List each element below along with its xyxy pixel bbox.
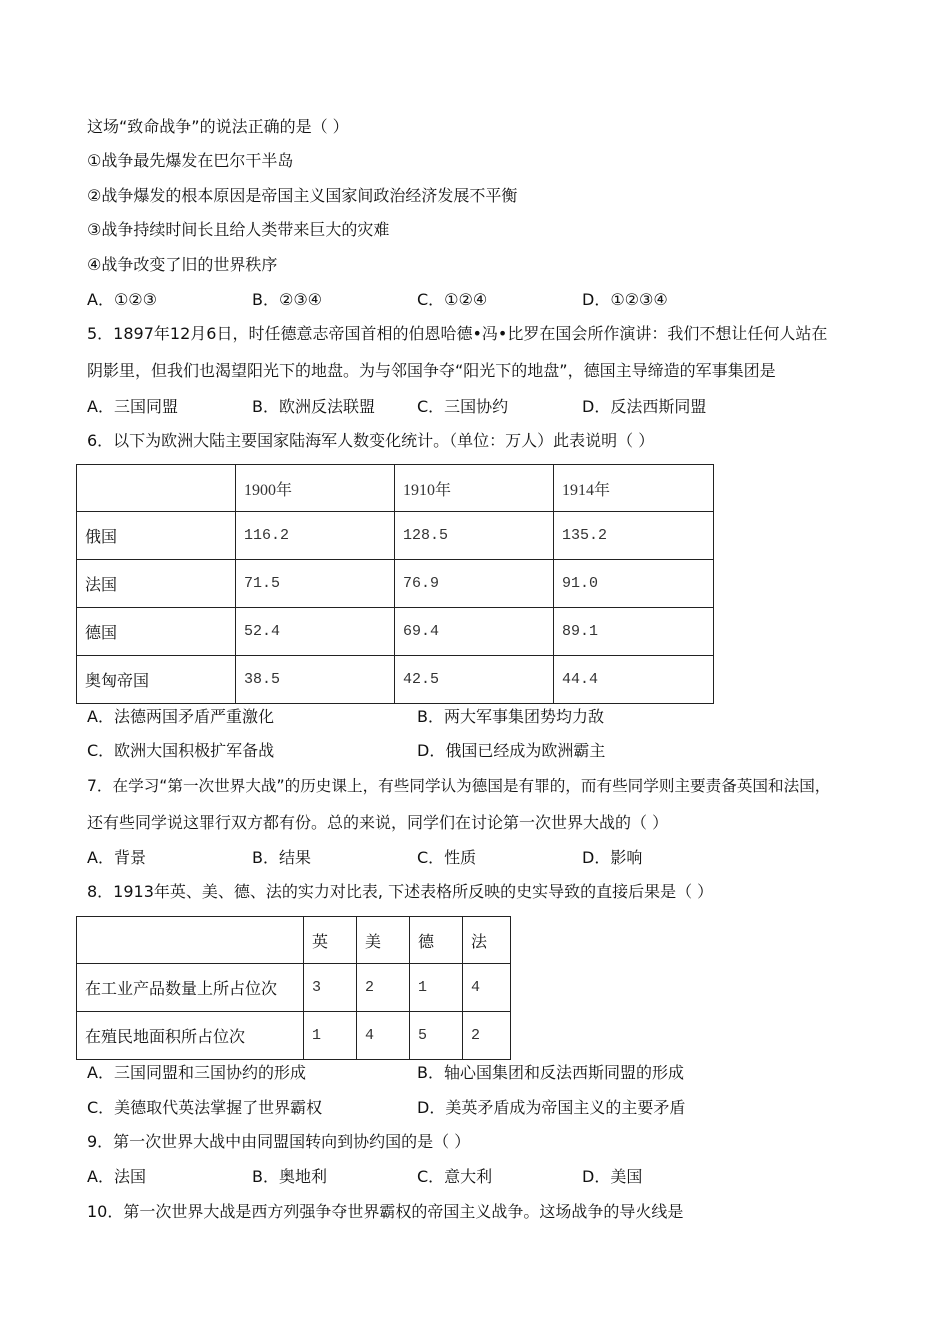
table-cell: 89.1 [554,607,714,655]
table-row [77,512,714,560]
table-row-label: 奥匈帝国 [77,655,236,703]
q4-option-d[interactable]: D．①②③④ [582,290,668,309]
table-cell: 5 [410,1012,463,1060]
table-cell: 76.9 [395,560,554,607]
table-cell: 44.4 [554,655,714,703]
table-cell: 71.5 [236,560,395,607]
table-header-cell [77,465,236,512]
table-header-cell: 1914年 [554,465,714,512]
q5-option-c[interactable]: C．三国协约 [417,397,509,416]
q7-option-a[interactable]: A．背景 [87,848,146,867]
table-row-label: 法国 [77,560,236,607]
table-header-cell: 1900年 [236,465,395,512]
q8-option-d[interactable]: D．美英矛盾成为帝国主义的主要矛盾 [417,1098,686,1117]
q4-item-4: ④战争改变了旧的世界秩序 [87,255,278,274]
q5-option-d[interactable]: D．反法西斯同盟 [582,397,707,416]
q6-table [76,464,714,704]
table-cell: 91.0 [554,560,714,607]
table-cell: 69.4 [395,607,554,655]
table-row [77,964,511,1012]
q8-option-c[interactable]: C．美德取代英法掌握了世界霸权 [87,1098,323,1117]
q4-item-3: ③战争持续时间长且给人类带来巨大的灾难 [87,220,390,239]
table-cell: 4 [463,964,511,1012]
q8-option-a[interactable]: A．三国同盟和三国协约的形成 [87,1063,306,1082]
q7-stem-line2: 还有些同学说这罪行双方都有份。总的来说，同学们在讨论第一次世界大战的（ ） [87,813,669,832]
table-row-label: 在工业产品数量上所占位次 [77,964,304,1012]
table-header-row [77,465,714,512]
q8-table [76,916,511,1060]
q5-stem-line2: 阴影里，但我们也渴望阳光下的地盘。为与邻国争夺“阳光下的地盘”，德国主导缔造的军事集团是 [87,361,776,380]
table-cell: 1 [304,1012,357,1060]
q10-stem: 10．第一次世界大战是西方列强争夺世界霸权的帝国主义战争。这场战争的导火线是 [87,1202,684,1221]
q5-stem-line1: 5．1897年12月6日，时任德意志帝国首相的伯恩哈德•冯•比罗在国会所作演讲：我们不想让任何人站在 [87,324,828,343]
table-cell: 4 [357,1012,410,1060]
table-header-row [77,917,511,964]
q5-option-b[interactable]: B．欧洲反法联盟 [252,397,375,416]
table-header-cell: 德 [410,917,463,964]
q7-stem-line1: 7．在学习“第一次世界大战”的历史课上，有些同学认为德国是有罪的，而有些同学则主要责备英国和法国， [87,777,831,795]
q7-option-d[interactable]: D．影响 [582,848,643,867]
q9-stem: 9．第一次世界大战中由同盟国转向到协约国的是（ ） [87,1132,471,1151]
q9-option-d[interactable]: D．美国 [582,1167,643,1186]
q4-item-2: ②战争爆发的根本原因是帝国主义国家间政治经济发展不平衡 [87,186,518,205]
table-cell: 1 [410,964,463,1012]
table-header-cell: 1910年 [395,465,554,512]
table-header-cell: 法 [463,917,511,964]
table-cell: 135.2 [554,512,714,560]
table-cell: 42.5 [395,655,554,703]
q5-option-a[interactable]: A．三国同盟 [87,397,178,416]
q8-stem: 8．1913年英、美、德、法的实力对比表, 下述表格所反映的史实导致的直接后果是（ ） [87,882,714,901]
table-cell: 52.4 [236,607,395,655]
q9-option-b[interactable]: B．奥地利 [252,1167,327,1186]
q9-option-c[interactable]: C．意大利 [417,1167,493,1186]
q4-stem: 这场“致命战争”的说法正确的是（ ） [87,117,349,136]
q4-item-1: ①战争最先爆发在巴尔干半岛 [87,151,294,170]
q6-option-d[interactable]: D．俄国已经成为欧洲霸主 [417,741,606,760]
table-row [77,1012,511,1060]
table-cell: 2 [357,964,410,1012]
table-row-label: 俄国 [77,512,236,560]
table-row [77,607,714,655]
q4-option-a[interactable]: A．①②③ [87,290,157,309]
table-cell: 3 [304,964,357,1012]
table-row-label: 在殖民地面积所占位次 [77,1012,304,1060]
table-cell: 38.5 [236,655,395,703]
table-row [77,560,714,607]
table-row-label: 德国 [77,607,236,655]
table-cell: 2 [463,1012,511,1060]
q4-option-c[interactable]: C．①②④ [417,290,488,309]
table-header-cell [77,917,304,964]
q6-option-a[interactable]: A．法德两国矛盾严重激化 [87,707,274,726]
table-row [77,655,714,703]
q6-option-b[interactable]: B．两大军事集团势均力敌 [417,707,604,726]
q9-option-a[interactable]: A．法国 [87,1167,146,1186]
table-header-cell: 英 [304,917,357,964]
table-cell: 116.2 [236,512,395,560]
q6-option-c[interactable]: C．欧洲大国积极扩军备战 [87,741,275,760]
table-header-cell: 美 [357,917,410,964]
table-cell: 128.5 [395,512,554,560]
q8-option-b[interactable]: B．轴心国集团和反法西斯同盟的形成 [417,1063,684,1082]
q7-option-b[interactable]: B．结果 [252,848,311,867]
q6-stem: 6．以下为欧洲大陆主要国家陆海军人数变化统计。（单位：万人）此表说明（ ） [87,431,655,450]
q7-option-c[interactable]: C．性质 [417,848,477,867]
q4-option-b[interactable]: B．②③④ [252,290,323,309]
